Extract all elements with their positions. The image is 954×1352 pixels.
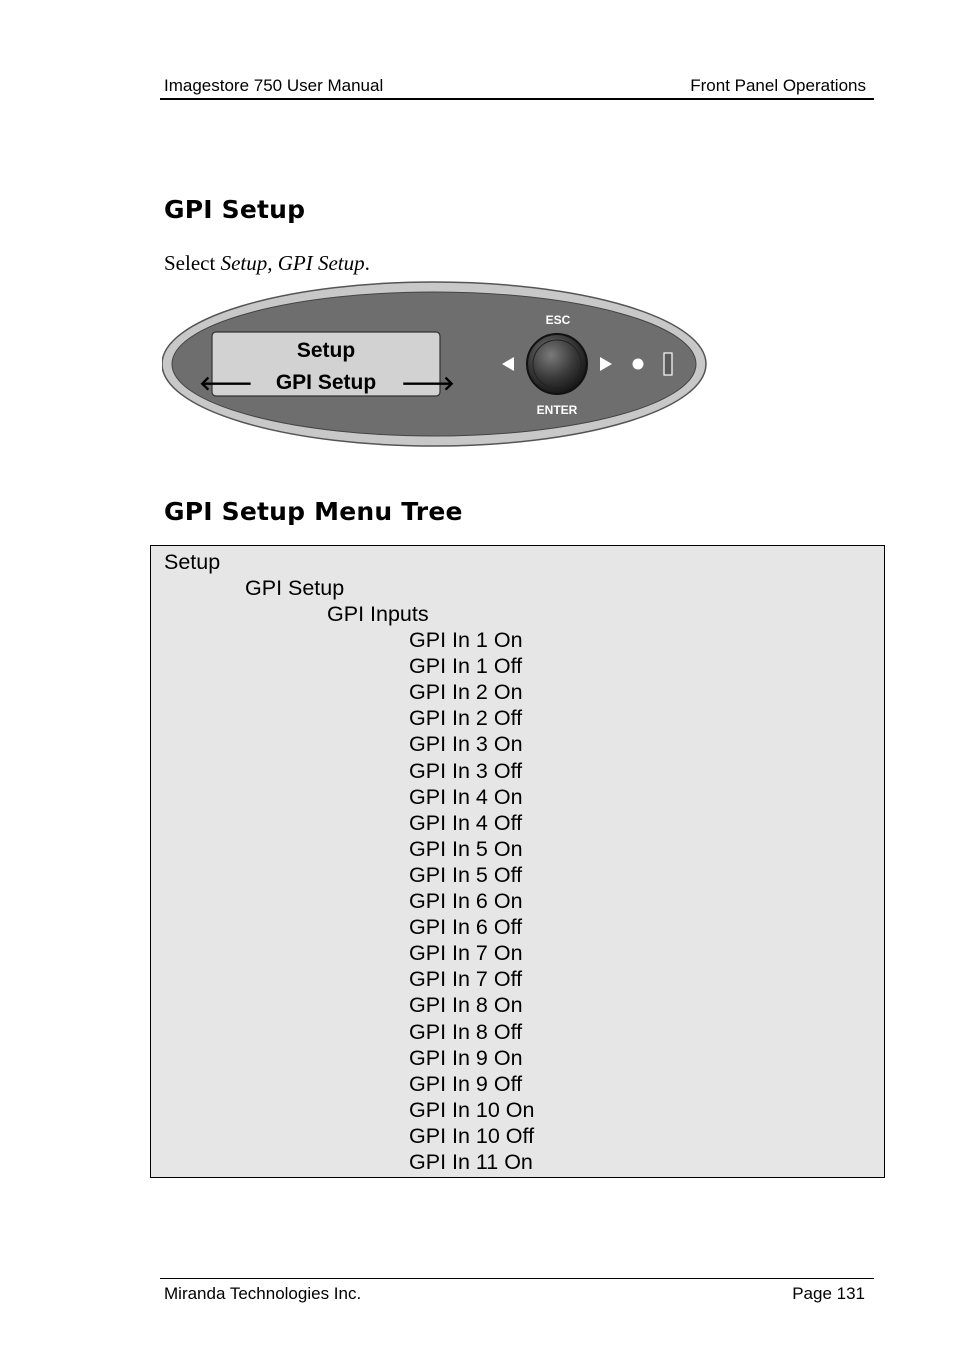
tree-leaf-item: GPI In 10 On [409,1097,535,1122]
tree-leaf-item: GPI In 4 Off [409,810,523,835]
tree-leaf-item: GPI In 10 Off [409,1123,535,1148]
section-heading-menu-tree: GPI Setup Menu Tree [164,497,463,526]
page-footer [160,1278,874,1304]
tree-node-gpi-inputs: GPI Inputs [327,602,429,626]
enter-label: ENTER [536,403,578,417]
lcd-right-arrow-icon: 🡒 [401,371,455,395]
tree-leaf-item: GPI In 6 Off [409,915,523,940]
header-chapter-title: Front Panel Operations [690,76,866,95]
tree-leaf-item: GPI In 1 Off [409,654,523,679]
navigation-knob[interactable] [527,334,587,394]
tree-leaf-item: GPI In 7 Off [409,967,523,992]
header-manual-title: Imagestore 750 User Manual [164,76,384,95]
lcd-line-2: GPI Setup [275,371,377,394]
tree-leaf-item: GPI In 2 Off [409,706,523,731]
instruction-text [164,250,370,276]
tree-leaf-item: GPI In 2 On [409,680,523,705]
tree-leaf-item: GPI In 9 On [409,1045,523,1070]
tree-node-gpi-setup: GPI Setup [245,576,345,600]
tree-leaf-item: GPI In 3 Off [409,758,523,783]
instruction-prefix: Select [164,251,221,275]
tree-leaf-item: GPI In 5 Off [409,862,523,887]
status-led-icon [633,359,644,370]
lcd-line-1: Setup [296,339,356,362]
tree-leaf-item: GPI In 8 Off [409,1019,523,1044]
footer-page-number: Page 131 [792,1284,865,1303]
tree-leaf-item: GPI In 6 On [409,889,523,913]
tree-leaf-item: GPI In 4 On [409,784,523,809]
esc-label: ESC [545,313,571,327]
instruction-menu-path: Setup, GPI Setup [220,251,365,275]
menu-tree-box [150,545,885,1178]
instruction-suffix: . [364,251,370,275]
tree-leaf-item: GPI In 9 Off [409,1071,523,1096]
tree-root-setup: Setup [164,550,221,574]
tree-leaf-item: GPI In 8 On [409,993,523,1018]
tree-leaf-item: GPI In 7 On [409,941,523,966]
front-panel-illustration [162,280,710,448]
section-heading-gpi-setup: GPI Setup [164,195,306,224]
tree-leaf-item: GPI In 1 On [409,628,523,652]
tree-leaf-item: GPI In 3 On [409,732,523,757]
card-slot-icon [664,353,672,375]
tree-leaf-item: GPI In 11 On [409,1150,533,1174]
tree-leaf-item: GPI In 5 On [409,836,523,861]
page-header [160,76,874,100]
lcd-left-arrow-icon: 🡐 [199,371,253,395]
footer-company: Miranda Technologies Inc. [164,1284,362,1303]
